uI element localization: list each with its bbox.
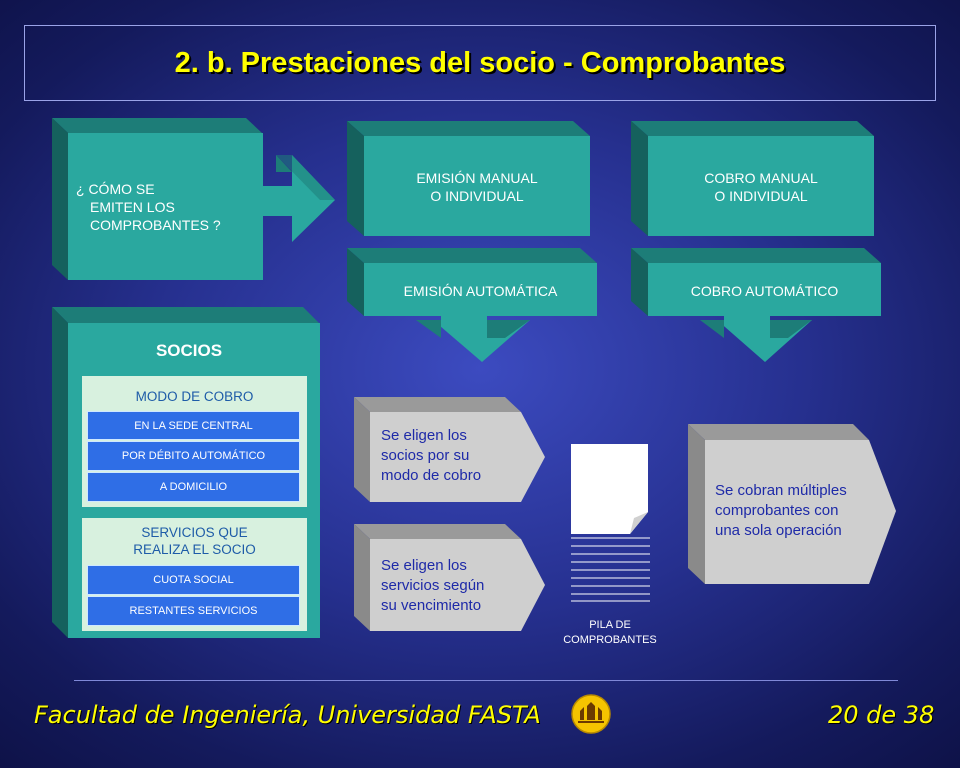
emision-automatica-label: EMISIÓN AUTOMÁTICA bbox=[403, 283, 558, 299]
servicios-heading-line-2: REALIZA EL SOCIO bbox=[133, 542, 256, 557]
cobran-multiples-line-1: Se cobran múltiples bbox=[715, 482, 847, 499]
page-title: 2. b. Prestaciones del socio - Comprobantes bbox=[174, 46, 786, 79]
cobro-manual-line-1: COBRO MANUAL bbox=[704, 170, 818, 186]
cobro-automatico-label: COBRO AUTOMÁTICO bbox=[690, 283, 839, 299]
emision-manual-side bbox=[347, 121, 364, 236]
eligen-servicios-line-1: Se eligen los bbox=[381, 557, 467, 574]
socios-title: SOCIOS bbox=[155, 341, 223, 360]
emision-manual-top bbox=[347, 121, 590, 136]
question-line-2: EMITEN LOS bbox=[90, 199, 175, 215]
page-counter: 20 de 38 bbox=[828, 701, 935, 729]
card1-side bbox=[354, 397, 370, 502]
card2-side bbox=[354, 524, 370, 631]
cobran-multiples-text bbox=[715, 481, 885, 541]
modo-cobro-heading: MODO DE COBRO bbox=[135, 389, 254, 404]
footer-institution: Facultad de Ingeniería, Universidad FASTA bbox=[34, 701, 541, 729]
eligen-servicios-line-2: servicios según bbox=[381, 577, 485, 594]
question-box-side bbox=[52, 118, 68, 280]
pila-line-2: COMPROBANTES bbox=[563, 634, 657, 646]
cobran-multiples-line-3: una sola operación bbox=[715, 522, 842, 539]
cobran-multiples-line-2: comprobantes con bbox=[715, 502, 839, 519]
question-text bbox=[76, 180, 256, 234]
servicio-cuota-social: CUOTA SOCIAL bbox=[87, 565, 300, 595]
emision-manual-line-2: O INDIVIDUAL bbox=[430, 188, 524, 204]
down-arrow-shade bbox=[416, 320, 441, 338]
cobro-manual-side bbox=[631, 121, 648, 236]
socios-box-side bbox=[52, 307, 68, 638]
eligen-socios-line-2: socios por su bbox=[381, 447, 470, 464]
card2-top bbox=[354, 524, 521, 539]
down-arrow-shade bbox=[700, 320, 724, 338]
down-arrow-shade2 bbox=[487, 320, 530, 338]
eligen-socios-line-1: Se eligen los bbox=[381, 427, 467, 444]
servicios-heading-line-1: SERVICIOS QUE bbox=[141, 525, 248, 540]
eligen-socios-line-3: modo de cobro bbox=[381, 467, 482, 484]
eligen-socios-text bbox=[381, 426, 521, 486]
cobro-manual-line-2: O INDIVIDUAL bbox=[714, 188, 808, 204]
pila-label bbox=[545, 618, 675, 648]
servicios-heading bbox=[82, 524, 307, 558]
eligen-servicios-line-3: su vencimiento bbox=[381, 597, 482, 614]
down-arrow-shade2 bbox=[770, 320, 812, 338]
modo-cobro-domicilio: A DOMICILIO bbox=[87, 472, 300, 502]
question-line-3: COMPROBANTES ? bbox=[90, 217, 221, 233]
emision-auto-top bbox=[347, 248, 597, 263]
eligen-servicios-text bbox=[381, 556, 521, 616]
modo-cobro-debito-automatico: POR DÉBITO AUTOMÁTICO bbox=[87, 441, 300, 471]
university-logo-icon bbox=[571, 694, 611, 734]
footer-divider bbox=[74, 680, 898, 681]
card3-top bbox=[688, 424, 869, 440]
emision-manual-label bbox=[364, 169, 590, 205]
pila-line-1: PILA DE bbox=[589, 619, 631, 631]
cobro-auto-top bbox=[631, 248, 881, 263]
modo-cobro-sede-central: EN LA SEDE CENTRAL bbox=[87, 411, 300, 440]
receipt-stack-lines bbox=[571, 538, 650, 601]
question-line-1: ¿ CÓMO SE bbox=[76, 181, 155, 197]
emision-manual-line-1: EMISIÓN MANUAL bbox=[416, 170, 538, 186]
servicio-restantes: RESTANTES SERVICIOS bbox=[87, 596, 300, 626]
question-box-top bbox=[52, 118, 262, 133]
card3-side bbox=[688, 424, 705, 584]
socios-box-top bbox=[52, 307, 319, 323]
card1-top bbox=[354, 397, 521, 412]
cobro-manual-top bbox=[631, 121, 874, 136]
cobro-manual-label bbox=[648, 169, 874, 205]
